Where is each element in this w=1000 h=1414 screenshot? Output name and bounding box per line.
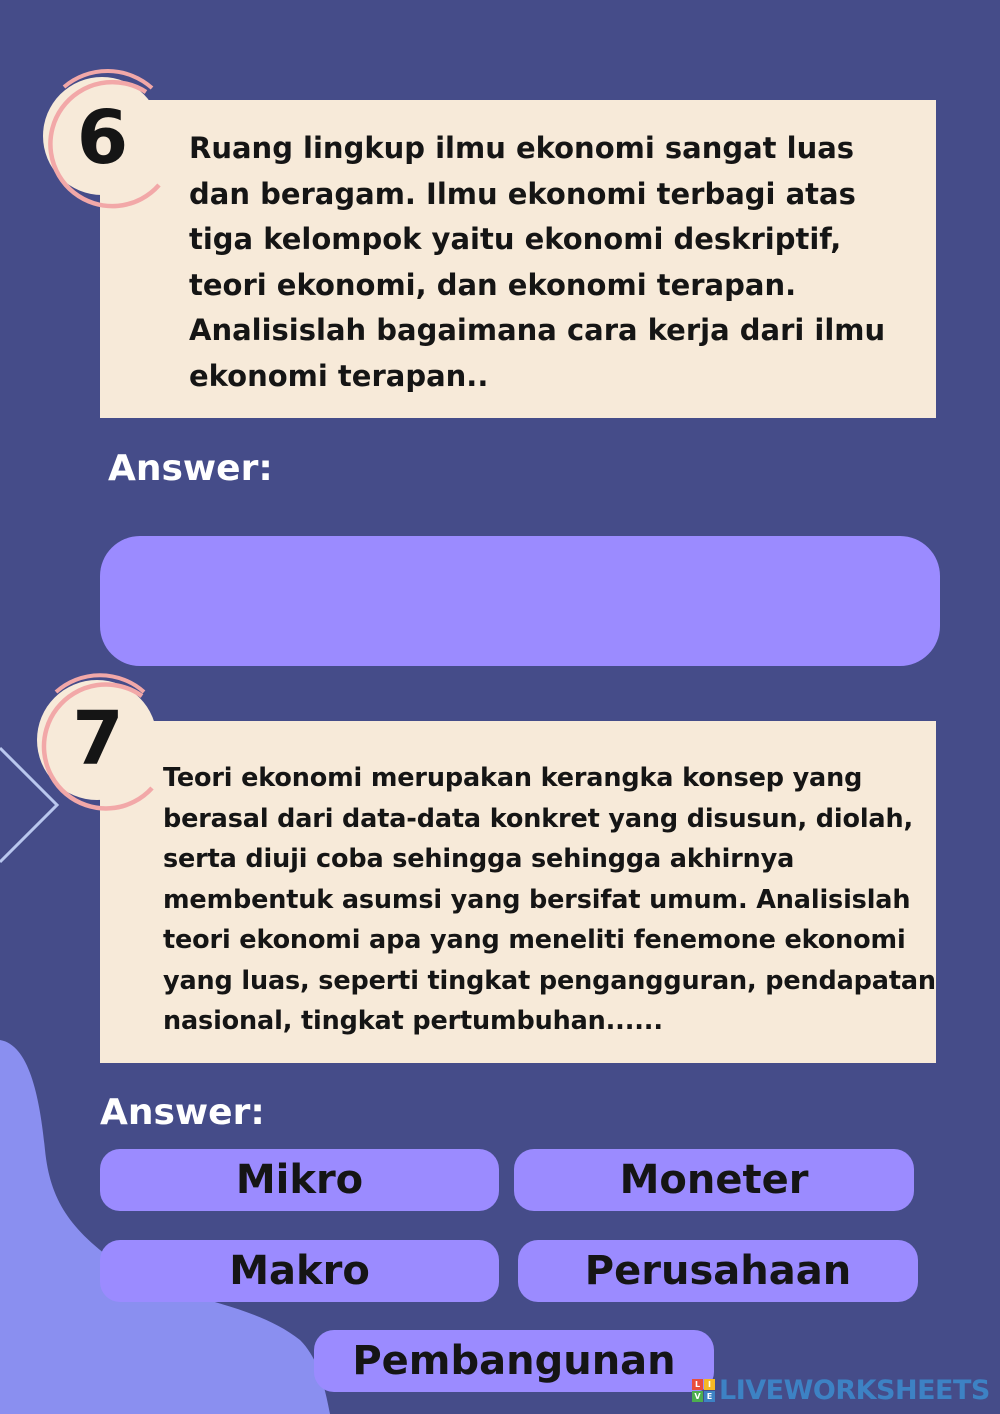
- question-7-line: Teori ekonomi merupakan kerangka konsep yang: [163, 763, 863, 793]
- answer-6-label: Answer:: [108, 448, 273, 489]
- logo-letter: L: [692, 1379, 703, 1390]
- question-7-line: membentuk asumsi yang bersifat umum. Analisislah: [163, 884, 911, 915]
- logo-text: LIVEWORKSHEETS: [719, 1374, 990, 1406]
- option-moneter[interactable]: Moneter: [514, 1149, 914, 1211]
- liveworksheets-logo: [692, 1374, 990, 1406]
- option-makro[interactable]: Makro: [100, 1240, 499, 1302]
- question-6-number: 6: [76, 95, 129, 181]
- question-7-line: yang luas, seperti tingkat pengangguran, pendapatan: [163, 965, 936, 996]
- answer-6-input[interactable]: [100, 536, 940, 666]
- option-pembangunan[interactable]: Pembangunan: [314, 1330, 714, 1392]
- question-7-line: serta diuji coba sehingga sehingga akhirnya: [163, 844, 795, 874]
- question-7-line: nasional, tingkat pertumbuhan......: [163, 1006, 663, 1036]
- question-7-number-badge: [24, 664, 174, 814]
- question-7-line: teori ekonomi apa yang meneliti fenemone ekonomi: [163, 925, 906, 955]
- question-7-card: [100, 721, 936, 1063]
- question-6-card: [100, 100, 936, 418]
- question-6-text: Ruang lingkup ilmu ekonomi sangat luas dan beragam. Ilmu ekonomi terbagi atas tiga kelompok yaitu ekonomi deskriptif, teori ekonomi, dan ekonomi terapan. Analisislah bagaimana cara kerja dari ilmu ekonomi terapan..: [189, 131, 886, 393]
- logo-letter: E: [704, 1391, 715, 1402]
- option-perusahaan[interactable]: Perusahaan: [518, 1240, 918, 1302]
- question-7-number: 7: [72, 696, 124, 782]
- question-7-line: berasal dari data-data konkret yang disusun, diolah,: [163, 803, 914, 834]
- logo-mark-icon: [692, 1379, 715, 1402]
- answer-7-label: Answer:: [100, 1092, 265, 1133]
- logo-letter: V: [692, 1391, 703, 1402]
- logo-letter: I: [704, 1379, 715, 1390]
- question-6-number-badge: [34, 63, 184, 213]
- option-mikro[interactable]: Mikro: [100, 1149, 499, 1211]
